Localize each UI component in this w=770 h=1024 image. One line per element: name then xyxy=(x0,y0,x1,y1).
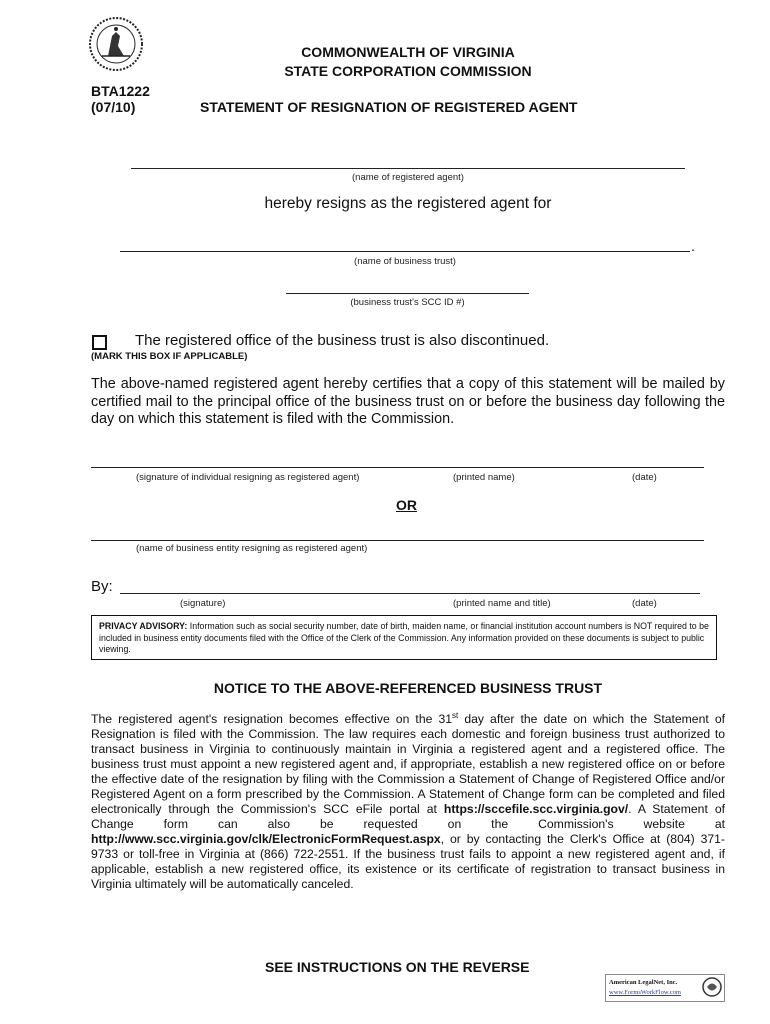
publisher-url[interactable]: www.FormsWorkFlow.com xyxy=(609,989,681,996)
agent-name-line[interactable] xyxy=(131,168,685,169)
privacy-advisory-box xyxy=(91,615,717,660)
notice-title: NOTICE TO THE ABOVE-REFERENCED BUSINESS TRUST xyxy=(213,680,603,696)
individual-date-caption: (date) xyxy=(632,472,657,483)
by-label: By: xyxy=(91,578,113,595)
notice-text-2: day after the date on which the Statement of Resignation is filed with the Commission. The law requires each domestic and foreign business trust authorized to transact business in Virginia to continuously maintain in Virginia a registered agent and a registered office. The business trust must appoint a new registered agent and, if appropriate, establish a new registered office on or before the effective date of the resignation by filing with the Commission a Statement of Change of Registered Office and/or Registered Agent on a form prescribed by the Commission. A Statement of Change form can be completed and filed electronically through the Commission's SCC eFile portal at xyxy=(91,712,725,817)
form-date: (07/10) xyxy=(91,99,136,115)
entity-date-caption: (date) xyxy=(632,598,657,609)
individual-signature-caption: (signature of individual resigning as registered agent) xyxy=(136,472,360,483)
entity-name-caption: (name of business entity resigning as registered agent) xyxy=(136,543,368,554)
publisher-name: American LegalNet, Inc. xyxy=(609,979,678,986)
individual-printed-name-caption: (printed name) xyxy=(453,472,515,483)
mark-box-note: (MARK THIS BOX IF APPLICABLE) xyxy=(91,351,248,362)
form-request-link[interactable]: http://www.scc.virginia.gov/clk/ElectronicFormRequest.aspx xyxy=(91,832,441,847)
notice-paragraph xyxy=(91,708,725,892)
commonwealth-heading: COMMONWEALTH OF VIRGINIA xyxy=(301,44,515,60)
entity-printed-name-caption: (printed name and title) xyxy=(453,598,551,609)
office-discontinued-label: The registered office of the business trust is also discontinued. xyxy=(135,332,550,349)
instructions-footer: SEE INSTRUCTIONS ON THE REVERSE xyxy=(265,959,530,975)
trust-name-period: . xyxy=(691,238,695,254)
notice-text-4: , or by contacting the Clerk's Office at (804) 371-9733 or toll-free in Virginia at (866) 722-2551. If the business trust fails to appoint a new registered agent and, if applicable, establish a new registered office, its existence or its certificate of registration to transact business in Virginia ultimately will be automatically canceled. xyxy=(91,832,725,892)
trust-name-caption: (name of business trust) xyxy=(354,256,456,267)
entity-signature-caption: (signature) xyxy=(180,598,226,609)
agent-name-caption: (name of registered agent) xyxy=(352,172,464,183)
scc-id-caption: (business trust's SCC ID #) xyxy=(350,297,465,308)
virginia-seal-logo xyxy=(88,16,144,72)
trust-name-line[interactable] xyxy=(120,251,690,252)
notice-text-3: . A Statement of Change form can also be requested on the Commission's website at xyxy=(91,802,725,832)
efile-portal-link[interactable]: https://sccefile.scc.virginia.gov/ xyxy=(443,802,629,817)
commission-heading: STATE CORPORATION COMMISSION xyxy=(284,63,532,79)
page-title: STATEMENT OF RESIGNATION OF REGISTERED AGENT xyxy=(200,99,578,115)
notice-text-sup: st xyxy=(452,711,459,720)
form-number: BTA1222 xyxy=(91,83,150,99)
certification-paragraph: The above-named registered agent hereby certifies that a copy of this statement will be mailed by certified mail to the principal office of the business trust on or before the business day following the day on which this statement is filed with the Commission. xyxy=(91,376,725,427)
notice-text-1: The registered agent's resignation becomes effective on the 31 xyxy=(91,712,453,727)
entity-name-line[interactable] xyxy=(91,540,704,541)
entity-signature-line[interactable] xyxy=(120,593,700,594)
privacy-advisory-text: Information such as social security number, date of birth, maiden name, or financial institution account numbers is NOT required to be included in business entity documents filed with the Office of the Clerk of the Commission. Any information provided on these documents is subject to public viewing. xyxy=(99,621,709,654)
scc-id-line[interactable] xyxy=(286,293,529,294)
individual-signature-line[interactable] xyxy=(91,467,704,468)
privacy-advisory-label: PRIVACY ADVISORY: xyxy=(99,621,188,631)
publisher-logo-icon xyxy=(702,977,722,997)
publisher-badge xyxy=(605,974,725,1002)
resigns-text: hereby resigns as the registered agent for xyxy=(264,195,552,212)
or-separator: OR xyxy=(396,497,417,513)
office-discontinued-checkbox[interactable] xyxy=(92,335,107,350)
